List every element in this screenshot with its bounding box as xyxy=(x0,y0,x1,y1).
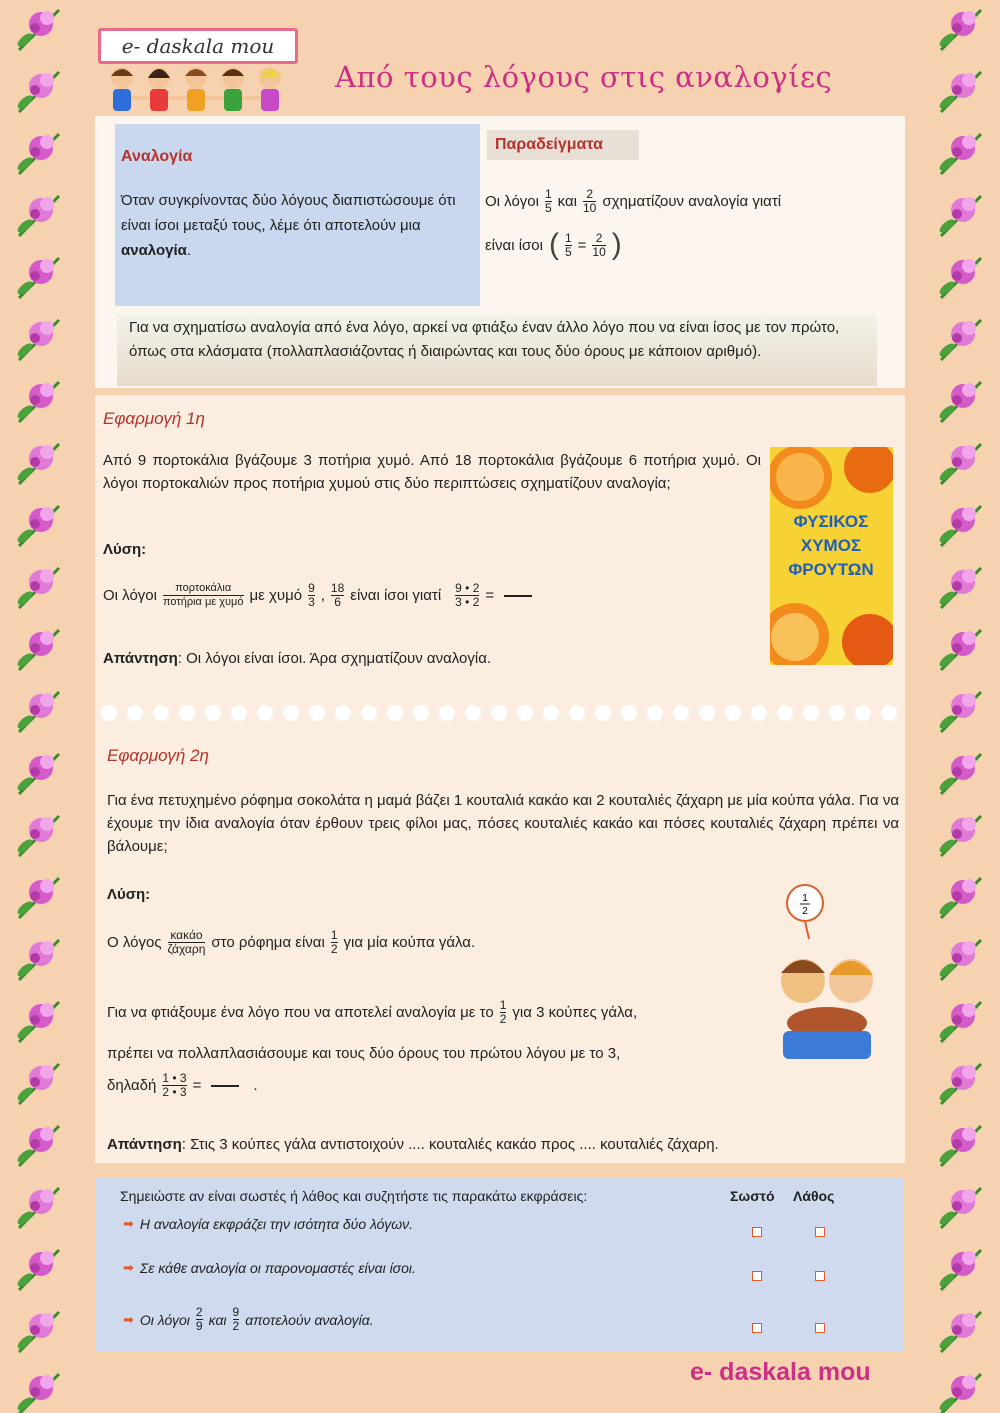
frac-den: ζάχαρη xyxy=(167,942,206,956)
fraction-1-2 xyxy=(331,929,338,956)
quiz-panel xyxy=(95,1178,903,1352)
flower-icon xyxy=(931,496,991,556)
applications-panel xyxy=(95,395,905,1163)
flower-icon xyxy=(931,1178,991,1238)
fraction-1-5-eq xyxy=(565,232,572,259)
separator-dot xyxy=(465,705,481,721)
separator-dot xyxy=(439,705,455,721)
equals-sign: = xyxy=(577,236,587,254)
definition-bold-term: αναλογία xyxy=(121,242,187,259)
flower-icon xyxy=(931,248,991,308)
quiz-col-true: Σωστό xyxy=(730,1188,775,1204)
flower-icon xyxy=(9,1116,69,1176)
quiz-item-3 xyxy=(123,1306,374,1333)
separator-dot xyxy=(647,705,663,721)
application-2-line-4 xyxy=(107,1072,258,1099)
juice-label-3: ΦΡΟΥΤΩΝ xyxy=(788,560,874,579)
separator-dot xyxy=(491,705,507,721)
flower-icon xyxy=(931,558,991,618)
line-prefix: δηλαδή xyxy=(107,1077,157,1094)
separator-dot xyxy=(829,705,845,721)
application-1-solution-line xyxy=(103,582,532,609)
flower-icon xyxy=(931,682,991,742)
flower-icon xyxy=(931,1054,991,1114)
frac-num: 2 xyxy=(595,230,603,245)
application-1-title: Εφαρμογή 1η xyxy=(103,409,205,428)
example-prefix: Οι λόγοι xyxy=(485,193,539,210)
dotted-separator xyxy=(95,705,905,725)
flower-icon xyxy=(931,0,991,60)
frac-den: 6 xyxy=(334,595,341,609)
definition-text-end: . xyxy=(186,242,192,259)
quiz-1-true-checkbox[interactable] xyxy=(752,1227,762,1237)
juice-carton-image xyxy=(770,447,893,665)
flower-icon xyxy=(9,868,69,928)
answer-label: Απάντηση xyxy=(107,1136,182,1153)
quiz-2-false-checkbox[interactable] xyxy=(815,1271,825,1281)
calc-9x2-3x2 xyxy=(455,582,479,609)
flower-icon xyxy=(931,744,991,804)
example-suffix: σχηματίζουν αναλογία γιατί xyxy=(602,193,782,210)
separator-dot xyxy=(257,705,273,721)
separator-dot xyxy=(699,705,715,721)
answer-label: Απάντηση xyxy=(103,650,178,667)
separator-dot xyxy=(231,705,247,721)
arrow-bullet-icon: ➡ xyxy=(123,1260,134,1275)
quiz-item-text: Η αναλογία εκφράζει την ισότητα δύο λόγων. xyxy=(139,1216,414,1232)
frac-num: 9 xyxy=(232,1305,240,1319)
flower-icon xyxy=(931,806,991,866)
right-floral-border xyxy=(922,0,1000,1413)
separator-dot xyxy=(881,705,897,721)
application-2-line-1 xyxy=(107,929,475,956)
flower-icon xyxy=(931,1302,991,1362)
flower-icon xyxy=(931,62,991,122)
quiz-item-1 xyxy=(123,1216,413,1232)
application-2-solution-label: Λύση: xyxy=(107,886,151,903)
footer-brand: e- daskala mou xyxy=(690,1358,871,1386)
separator-dot xyxy=(361,705,377,721)
quiz-item-prefix: Οι λόγοι xyxy=(139,1311,190,1328)
left-floral-border xyxy=(0,0,78,1413)
separator-dot xyxy=(595,705,611,721)
separator-dot xyxy=(777,705,793,721)
line-prefix: Για να φτιάξουμε ένα λόγο που να αποτελεί αναλογία με το xyxy=(107,1004,494,1021)
flower-icon xyxy=(9,682,69,742)
comma: , xyxy=(320,587,325,604)
answer-blank[interactable] xyxy=(211,1085,239,1087)
separator-dot xyxy=(855,705,871,721)
frac-num: 2 xyxy=(586,187,593,201)
flower-icon xyxy=(931,930,991,990)
arrow-bullet-icon: ➡ xyxy=(123,1216,134,1231)
application-2-line-2 xyxy=(107,999,637,1026)
frac-den: 5 xyxy=(544,201,552,215)
separator-dot xyxy=(309,705,325,721)
quiz-1-false-checkbox[interactable] xyxy=(815,1227,825,1237)
flower-icon xyxy=(9,0,69,60)
definition-box xyxy=(115,124,480,306)
application-1-solution-label: Λύση: xyxy=(103,541,147,558)
quiz-2-true-checkbox[interactable] xyxy=(752,1271,762,1281)
frac-num: κακάο xyxy=(170,928,203,942)
separator-dot xyxy=(101,705,117,721)
flower-icon xyxy=(9,806,69,866)
calc-1x3-2x3 xyxy=(162,1072,186,1099)
frac-num: 1 xyxy=(499,998,507,1012)
equals-sign: = xyxy=(485,587,495,604)
flower-icon xyxy=(9,186,69,246)
definition-text xyxy=(121,188,472,263)
flower-icon xyxy=(931,620,991,680)
kids-illustration xyxy=(104,64,294,120)
frac-num: πορτοκάλια xyxy=(175,582,232,594)
example-line-1 xyxy=(485,188,781,215)
note-box: Για να σχηματίσω αναλογία από ένα λόγο, αρκεί να φτιάξω έναν άλλο λόγο που να είναι ίσος με τον πρώτο, όπως στα κλάσματα (πολλαπλασιάζοντας ή διαιρώντας και τους δύο όρους με κάποιον αριθμό). xyxy=(117,314,877,386)
separator-dot xyxy=(543,705,559,721)
flower-icon xyxy=(9,372,69,432)
fraction-9-3 xyxy=(308,582,315,609)
flower-icon xyxy=(9,434,69,494)
flower-icon xyxy=(9,1364,69,1413)
separator-dot xyxy=(725,705,741,721)
frac-num: 1 • 3 xyxy=(162,1071,187,1085)
arrow-bullet-icon: ➡ xyxy=(123,1311,134,1327)
quiz-3-true-checkbox[interactable] xyxy=(752,1323,762,1333)
line-suffix: για 3 κούπες γάλα, xyxy=(512,1004,638,1021)
application-2-title: Εφαρμογή 2η xyxy=(107,746,209,765)
fraction-2-10 xyxy=(583,188,596,215)
separator-dot xyxy=(621,705,637,721)
fraction-2-9 xyxy=(196,1306,203,1333)
separator-dot xyxy=(673,705,689,721)
flower-icon xyxy=(9,62,69,122)
frac-den: 9 xyxy=(195,1319,203,1333)
ratio-oranges-glasses xyxy=(163,582,244,609)
application-2-line-3: πρέπει να πολλαπλασιάσουμε και τους δύο όρους του πρώτου λόγου με το 3, xyxy=(107,1045,621,1062)
frac-den: 3 • 2 xyxy=(455,595,480,609)
separator-dot xyxy=(569,705,585,721)
frac-num: 18 xyxy=(330,581,345,595)
flower-icon xyxy=(9,496,69,556)
frac-num: 1 xyxy=(544,187,552,201)
frac-num: 9 xyxy=(308,581,315,595)
frac-num: 2 xyxy=(195,1305,203,1319)
ratio-cocoa-sugar xyxy=(168,929,206,956)
fraction-1-5 xyxy=(545,188,552,215)
flower-icon xyxy=(9,558,69,618)
bubble-den: 2 xyxy=(802,906,808,917)
quiz-col-false: Λάθος xyxy=(793,1188,835,1204)
fraction-1-2 xyxy=(500,999,507,1026)
example-and: και xyxy=(557,193,577,210)
frac-den: 2 • 3 xyxy=(162,1085,187,1099)
frac-num: 1 xyxy=(330,928,338,942)
separator-dot xyxy=(803,705,819,721)
equals-sign: = xyxy=(192,1077,202,1094)
flower-icon xyxy=(9,124,69,184)
definition-title: Αναλογία xyxy=(121,148,193,165)
quiz-item-text: Σε κάθε αναλογία οι παρονομαστές είναι ίσοι. xyxy=(139,1260,416,1276)
answer-blank[interactable] xyxy=(504,595,532,597)
flower-icon xyxy=(931,1364,991,1413)
line-suffix: για μία κούπα γάλα. xyxy=(343,934,476,951)
answer-text: : Στις 3 κούπες γάλα αντιστοιχούν .... κουταλιές κακάο προς .... κουταλιές ζάχαρη. xyxy=(181,1136,719,1153)
separator-dot xyxy=(387,705,403,721)
separator-dot xyxy=(127,705,143,721)
examples-tag: Παραδείγματα xyxy=(487,130,639,160)
frac-den: ποτήρια με χυμό xyxy=(162,596,244,608)
kids-drinking-image xyxy=(775,881,877,1061)
flower-icon xyxy=(931,1240,991,1300)
fraction-18-6 xyxy=(331,582,344,609)
quiz-heading: Σημειώστε αν είναι σωστές ή λάθος και συζητήστε τις παρακάτω εκφράσεις: xyxy=(120,1188,588,1204)
separator-dot xyxy=(179,705,195,721)
flower-icon xyxy=(931,372,991,432)
flower-icon xyxy=(931,186,991,246)
line-mid: στο ρόφημα είναι xyxy=(211,934,325,951)
frac-den: 3 xyxy=(308,595,315,609)
fraction-2-10-eq xyxy=(592,232,605,259)
separator-dot xyxy=(413,705,429,721)
quiz-3-false-checkbox[interactable] xyxy=(815,1323,825,1333)
logo xyxy=(98,18,298,118)
application-2-answer xyxy=(107,1136,719,1153)
quiz-item-and: και xyxy=(208,1311,227,1328)
application-1-text: Από 9 πορτοκάλια βγάζουμε 3 ποτήρια χυμό. Από 18 πορτοκάλια βγάζουμε 6 ποτήρια χυμό. Οι λόγοι πορτοκαλιών προς ποτήρια χυμού στις δύο περιπτώσεις σχηματίζουν αναλογία; xyxy=(103,452,761,492)
application-2-text: Για ένα πετυχημένο ρόφημα σοκολάτα η μαμά βάζει 1 κουταλιά κακάο και 2 κουταλιές ζάχαρη με μία κούπα γάλα. Για να έχουμε την ίδια αναλογία όταν έρθουν τρεις φίλοι μας, πόσες κουταλιές κακάο και πόσες κουταλιές ζάχαρη πρέπει να βάλουμε; xyxy=(107,792,899,855)
juice-label-1: ΦΥΣΙΚΟΣ xyxy=(793,512,869,531)
solution-prefix: Οι λόγοι xyxy=(103,587,157,604)
flower-icon xyxy=(9,1178,69,1238)
application-1-answer xyxy=(103,650,491,667)
solution-mid-2: είναι ίσοι γιατί xyxy=(350,587,442,604)
flower-icon xyxy=(9,1302,69,1362)
frac-num: 9 • 2 xyxy=(455,581,480,595)
flower-icon xyxy=(931,124,991,184)
logo-sign: e- daskala mou xyxy=(98,28,298,64)
page-title: Από τους λόγους στις αναλογίες xyxy=(335,60,833,94)
flower-icon xyxy=(931,310,991,370)
flower-icon xyxy=(9,1054,69,1114)
juice-label-2: ΧΥΜΟΣ xyxy=(800,536,862,555)
frac-den: 10 xyxy=(582,201,597,215)
frac-den: 10 xyxy=(592,244,606,259)
line-prefix: Ο λόγος xyxy=(107,934,162,951)
frac-den: 2 xyxy=(499,1012,507,1026)
line-dot: . xyxy=(253,1077,258,1094)
flower-icon xyxy=(9,1240,69,1300)
flower-icon xyxy=(931,1116,991,1176)
separator-dot xyxy=(335,705,351,721)
flower-icon xyxy=(9,248,69,308)
frac-den: 2 xyxy=(330,942,338,956)
example-line-2: είναι ίσοι ( $\frac{1}{5}$ = $\frac{2}{10}$ ) xyxy=(485,228,622,261)
flower-icon xyxy=(931,868,991,928)
definition-panel xyxy=(95,116,905,388)
flower-icon xyxy=(9,930,69,990)
solution-mid: με χυμό xyxy=(249,587,303,604)
separator-dot xyxy=(205,705,221,721)
flower-icon xyxy=(931,434,991,494)
frac-num: 1 xyxy=(564,230,572,245)
quiz-item-2 xyxy=(123,1260,416,1276)
separator-dot xyxy=(153,705,169,721)
quiz-item-suffix: αποτελούν αναλογία. xyxy=(245,1311,374,1328)
flower-icon xyxy=(9,620,69,680)
separator-dot xyxy=(517,705,533,721)
fraction-9-2 xyxy=(233,1306,240,1333)
frac-den: 5 xyxy=(564,244,572,259)
separator-dot xyxy=(751,705,767,721)
separator-dot xyxy=(283,705,299,721)
flower-icon xyxy=(9,310,69,370)
definition-text-part: Όταν συγκρίνοντας δύο λόγους διαπιστώσουμε ότι είναι ίσοι μεταξύ τους, λέμε ότι αποτελούν μια xyxy=(121,192,456,234)
flower-icon xyxy=(931,992,991,1052)
flower-icon xyxy=(9,744,69,804)
frac-den: 2 xyxy=(232,1319,240,1333)
bubble-num: 1 xyxy=(802,893,808,904)
flower-icon xyxy=(9,992,69,1052)
example-line2-prefix: είναι ίσοι xyxy=(485,236,543,254)
answer-text: : Οι λόγοι είναι ίσοι. Άρα σχηματίζουν αναλογία. xyxy=(177,650,492,667)
